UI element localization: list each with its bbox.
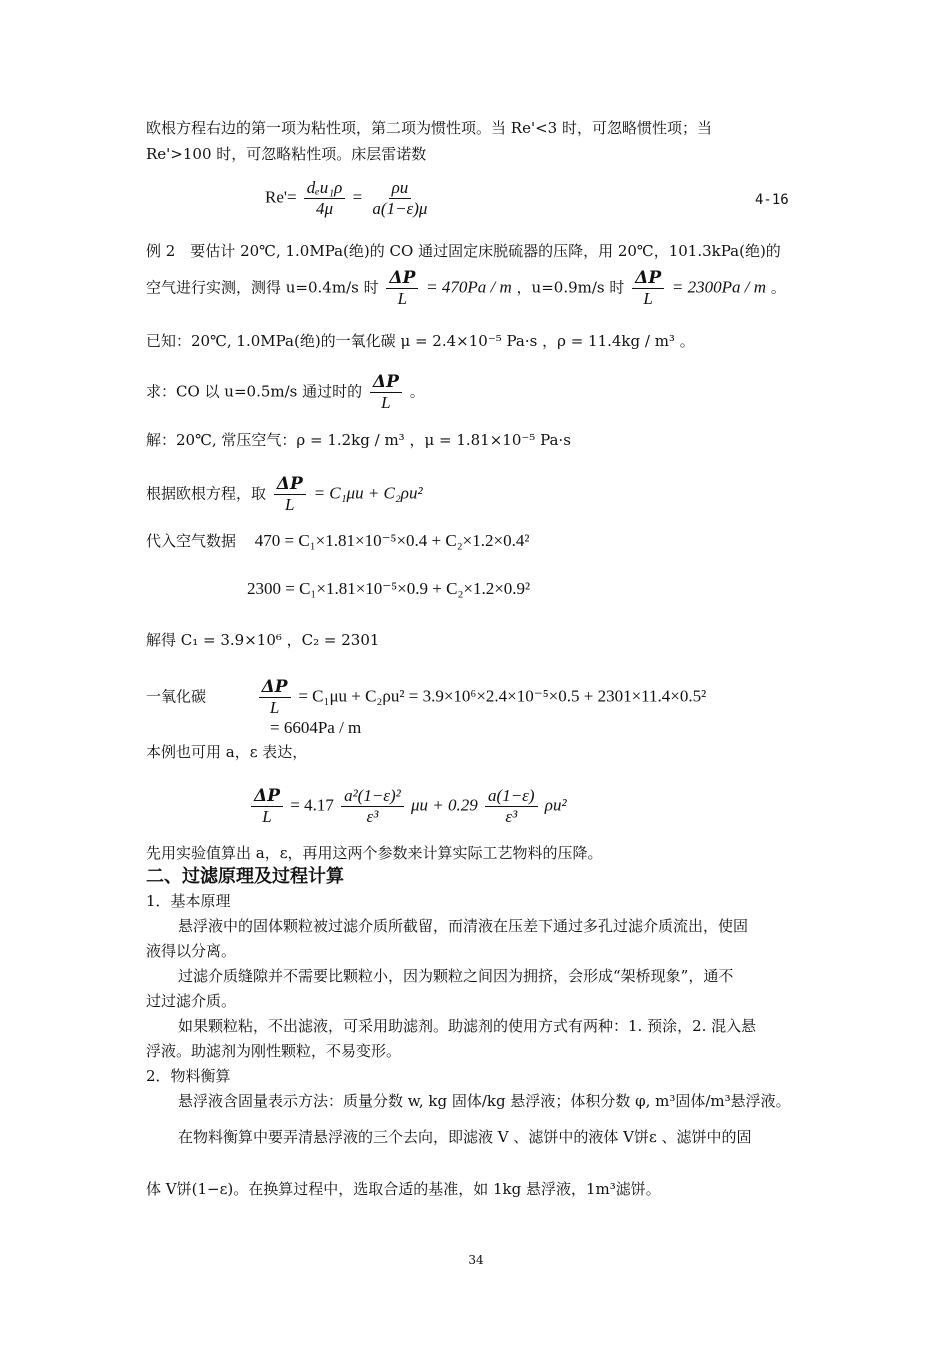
text-line: 欧根方程右边的第一项为粘性项，第二项为惯性项。当 Re'<3 时，可忽略惯性项；当 [146,119,712,137]
text: 。 [770,278,786,297]
text-line [146,677,706,718]
text-line: 已知：20℃, 1.0MPa(绝)的一氧化碳 μ = 2.4×10⁻⁵ Pa·s ，ρ = 11.4kg / m³ 。 [146,332,695,350]
numerator: ΔP [370,372,402,393]
denominator: ε³ [505,807,518,826]
denominator: a(1−ε)μ [372,199,428,218]
text-line: 本例也可用 a，ε 表达， [146,743,308,761]
text-line [146,474,423,515]
term: ρu² [544,795,567,815]
section-heading: 二、过滤原理及过程计算 [146,866,344,887]
text-line: 浮液。助滤剂为刚性颗粒，不易变形。 [146,1042,402,1060]
text-line: 悬浮液中的固体颗粒被过滤介质所截留，而清液在压差下通过多孔过滤介质流出，使固 [178,917,749,935]
text-line: 在物料衡算中要弄清悬浮液的三个去向，即滤液 V 、滤饼中的液体 V饼ε 、滤饼中的固 [178,1128,752,1146]
text-line: 解：20℃, 常压空气：ρ = 1.2kg / m³ ，μ = 1.81×10⁻⁵ Pa·s [146,431,571,449]
text: 空气进行实测，测得 u=0.4m/s 时 [146,278,379,297]
equation-reynolds [265,178,433,219]
equation: = C₁μu + C₂ρu² = 3.9×10⁶×2.4×10⁻⁵×0.5 + 2301×11.4×0.5² [298,686,707,706]
denominator: L [643,289,653,308]
numerator: ΔP [251,786,283,807]
text: 一氧化碳 [146,687,207,706]
text-line: 例 2 要估计 20℃, 1.0MPa(绝)的 CO 通过固定床脱硫器的压降，用 20℃，101.3kPa(绝)的 [146,242,781,260]
subheading: 1．基本原理 [146,892,231,910]
fraction [485,786,538,827]
text: 根据欧根方程，取 [146,484,267,503]
text-line: 过滤介质缝隙并不需要比颗粒小，因为颗粒之间因为拥挤，会形成“架桥现象”，通不 [178,967,734,985]
denominator: L [381,393,391,412]
fraction [341,786,404,827]
text-line: 液得以分离。 [146,942,237,960]
text-line: 解得 C₁ = 3.9×10⁶ ，C₂ = 2301 [146,631,380,649]
fraction [274,474,306,515]
denominator: L [262,807,272,826]
denominator: L [285,495,295,514]
fraction [632,268,664,309]
text-line: 体 V饼(1−ε)。在换算过程中，选取合适的基准，如 1kg 悬浮液，1m³滤饼。 [146,1180,661,1198]
text: 求：CO 以 u=0.5m/s 通过时的 [146,382,363,401]
fraction [304,178,346,219]
numerator: dₑu₁ρ [304,178,346,199]
text-line [146,372,425,413]
denominator: L [397,289,408,308]
numerator: ΔP [386,268,418,289]
fraction [259,677,291,718]
equation: 2300 = C₁×1.81×10⁻⁵×0.9 + C₂×1.2×0.9² [247,579,531,598]
text: 。 [409,382,425,401]
text: 代入空气数据 [146,532,237,550]
denominator: ε³ [366,807,379,826]
eq-sign: = [352,187,363,207]
denominator: 4μ [316,199,334,218]
text-line [146,268,786,309]
page-number: 34 [468,1253,484,1267]
fraction [370,372,402,413]
fraction [369,178,430,219]
equation: = 6604Pa / m [270,718,362,737]
text-line: 悬浮液含固量表示方法：质量分数 w, kg 固体/kg 悬浮液；体积分数 φ, m³固体/m³悬浮液。 [178,1092,791,1110]
numerator: a(1−ε) [485,786,538,807]
value: = 2300Pa / m [671,277,767,297]
numerator: a²(1−ε)² [341,786,404,807]
fraction [386,268,418,309]
equation-ergun-a-epsilon [248,786,567,827]
text-line: Re'>100 时，可忽略粘性项。床层雷诺数 [146,145,427,163]
numerator: ΔP [274,474,306,495]
numerator: ΔP [259,677,291,698]
equation: 470 = C₁×1.81×10⁻⁵×0.4 + C₂×1.2×0.4² [254,531,530,550]
subheading: 2．物料衡算 [146,1067,231,1085]
equation-number: 4-16 [755,192,789,208]
text-line: 过过滤介质。 [146,992,237,1010]
text-line: 先用实验值算出 a，ε，再用这两个参数来计算实际工艺物料的压降。 [146,844,603,862]
numerator: ΔP [632,268,664,289]
equation: = C₁μu + C₂ρu² [313,483,423,503]
eq-lhs: Re'= [265,187,297,207]
denominator: L [269,698,280,717]
value: = 470Pa / m [426,277,512,297]
term: μu + 0.29 [411,795,478,815]
text-line: 如果颗粒粘，不出滤液，可采用助滤剂。助滤剂的使用方式有两种：1. 预涂，2. 混入悬 [178,1017,757,1035]
fraction [251,786,283,827]
text: ，u=0.9m/s 时 [516,278,625,297]
numerator: ρu [389,178,412,199]
coefficient: = 4.17 [290,795,334,815]
text-line [146,530,529,552]
